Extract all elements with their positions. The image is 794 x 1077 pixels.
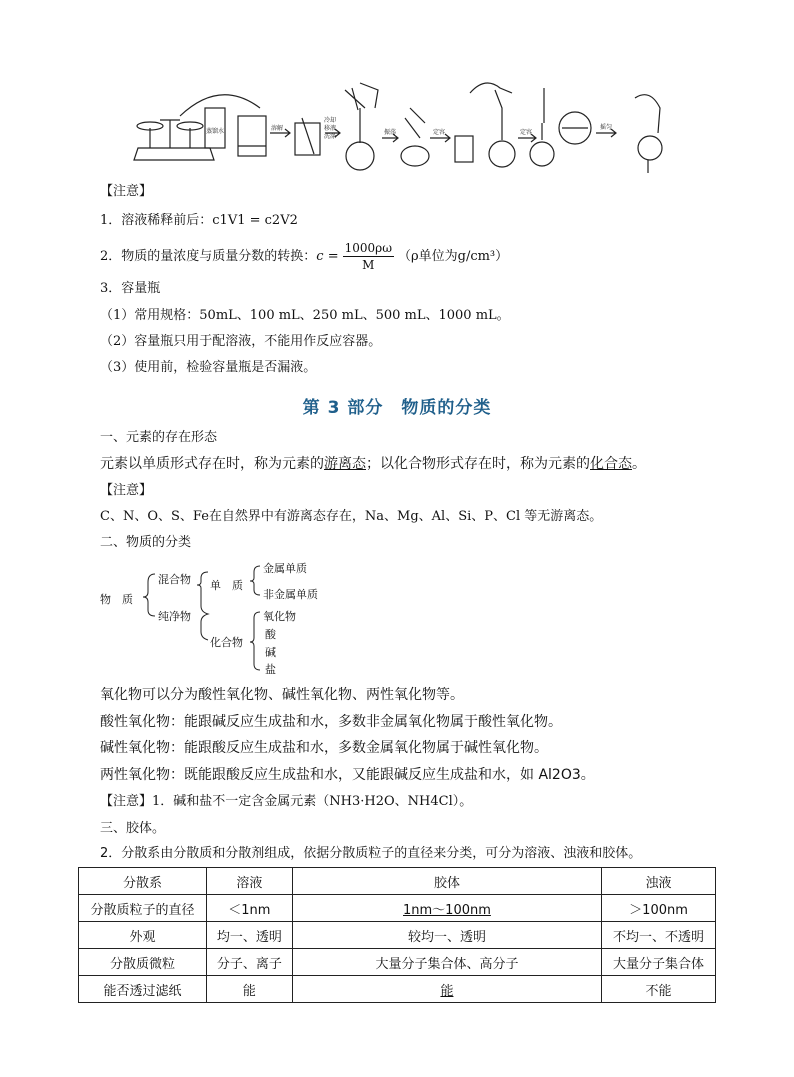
label-distilled-water: 蒸馏水 xyxy=(206,128,225,135)
table-cell: 大量分子集合体 xyxy=(602,949,716,976)
note-title-1: 【注意】 xyxy=(100,184,153,199)
free-state: 游离态 xyxy=(324,456,366,472)
fraction-numerator: 1000ρω xyxy=(344,241,392,255)
table-cell: 分散质粒子的直径 xyxy=(79,895,207,922)
table-cell: 不均一、不透明 xyxy=(602,922,716,949)
amphoteric-oxide: 两性氧化物：既能跟酸反应生成盐和水，又能跟碱反应生成盐和水，如 Al2O3。 xyxy=(100,767,595,783)
note-item-volumetric-flask: 3．容量瓶 xyxy=(100,281,161,296)
oxide-types: 氧化物可以分为酸性氧化物、碱性氧化物、两性氧化物等。 xyxy=(100,687,464,703)
conversion-fraction xyxy=(343,240,394,273)
dispersion-intro: 2．分散系由分散质和分散剂组成，依据分散质粒子的直径来分类，可分为溶液、浊液和胶体。 xyxy=(100,846,642,861)
tree-root: 物 质 xyxy=(100,593,133,606)
table-cell: 分散质微粒 xyxy=(79,949,207,976)
tree-acid: 酸 xyxy=(265,628,276,641)
label-fix-volume-1: 定容 xyxy=(433,129,446,136)
table-header-cell: 分散系 xyxy=(79,868,207,895)
free-state-note: C、N、O、S、Fe在自然界中有游离态存在，Na、Mg、Al、Si、P、Cl 等无游离态。 xyxy=(100,509,603,524)
table-cell: 能 xyxy=(292,976,601,1003)
table-header-cell: 胶体 xyxy=(292,868,601,895)
note-item-conversion xyxy=(100,240,508,273)
label-wash: 洗涤 xyxy=(324,133,337,140)
table-header-cell: 溶液 xyxy=(206,868,292,895)
existence-text xyxy=(100,455,646,473)
label-dissolve: 溶解 xyxy=(271,125,284,132)
conversion-lhs: c = xyxy=(316,249,339,264)
classification-tree xyxy=(100,562,360,677)
table-cell: 分子、离子 xyxy=(206,949,292,976)
table-cell: ＜1nm xyxy=(206,895,292,922)
flask-leak-check: （3）使用前，检验容量瓶是否漏液。 xyxy=(100,360,317,375)
table-cell: 能 xyxy=(206,976,292,1003)
table-header-row xyxy=(79,868,716,895)
label-fix-volume-2: 定容 xyxy=(520,129,533,136)
table-cell: ＞100nm xyxy=(602,895,716,922)
tree-metal: 金属单质 xyxy=(263,562,307,575)
base-salt-note: 【注意】1．碱和盐不一定含金属元素（NH3·H2O、NH4Cl）。 xyxy=(100,794,473,809)
fraction-denominator: M xyxy=(362,258,375,272)
label-shake-well: 摇匀 xyxy=(600,124,613,131)
table-cell: 外观 xyxy=(79,922,207,949)
tree-pure: 纯净物 xyxy=(158,610,191,623)
table-cell: 较均一、透明 xyxy=(292,922,601,949)
table-cell: 均一、透明 xyxy=(206,922,292,949)
table-header-cell: 浊液 xyxy=(602,868,716,895)
tree-mixture: 混合物 xyxy=(158,573,191,586)
section-title: 第 3 部分 物质的分类 xyxy=(302,398,492,418)
existence-text-c: 。 xyxy=(632,456,646,472)
existence-text-a: 元素以单质形式存在时，称为元素的 xyxy=(100,456,324,472)
tree-nonmetal: 非金属单质 xyxy=(263,588,318,601)
flask-sizes: （1）常用规格：50mL、100 mL、250 mL、500 mL、1000 mL。 xyxy=(100,308,510,323)
conversion-prefix: 2．物质的量浓度与质量分数的转换： xyxy=(100,249,317,264)
acidic-oxide: 酸性氧化物：能跟碱反应生成盐和水，多数非金属氧化物属于酸性氧化物。 xyxy=(100,714,562,730)
tree-compound: 化合物 xyxy=(210,636,243,649)
dispersion-table xyxy=(78,867,716,1003)
table-row xyxy=(79,949,716,976)
label-shake: 振荡 xyxy=(384,129,397,136)
table-row xyxy=(79,922,716,949)
table-cell: 能否透过滤纸 xyxy=(79,976,207,1003)
note-item-dilution: 1．溶液稀释前后：c1V1 = c2V2 xyxy=(100,213,298,228)
existence-heading: 一、元素的存在形态 xyxy=(100,430,218,445)
tree-salt: 盐 xyxy=(265,663,276,676)
tree-element: 单 质 xyxy=(210,579,243,592)
conversion-suffix: （ρ单位为g/cm³） xyxy=(397,249,509,264)
table-row xyxy=(79,895,716,922)
colloid-heading: 三、胶体。 xyxy=(100,821,166,836)
solution-preparation-illustration xyxy=(130,78,670,178)
table-cell: 大量分子集合体、高分子 xyxy=(292,949,601,976)
table-row xyxy=(79,976,716,1003)
table-cell: 1nm～100nm xyxy=(292,895,601,922)
tree-base: 碱 xyxy=(265,646,276,659)
combined-state: 化合态 xyxy=(590,456,632,472)
note-title-2: 【注意】 xyxy=(100,483,153,498)
label-transfer: 移液 xyxy=(324,125,337,132)
flask-usage: （2）容量瓶只用于配溶液，不能用作反应容器。 xyxy=(100,334,382,349)
basic-oxide: 碱性氧化物：能跟酸反应生成盐和水，多数金属氧化物属于碱性氧化物。 xyxy=(100,740,548,756)
classification-heading: 二、物质的分类 xyxy=(100,535,192,550)
existence-text-b: ；以化合物形式存在时，称为元素的 xyxy=(366,456,590,472)
tree-oxide: 氧化物 xyxy=(263,610,296,623)
table-cell: 不能 xyxy=(602,976,716,1003)
label-cool: 冷却 xyxy=(324,117,337,124)
